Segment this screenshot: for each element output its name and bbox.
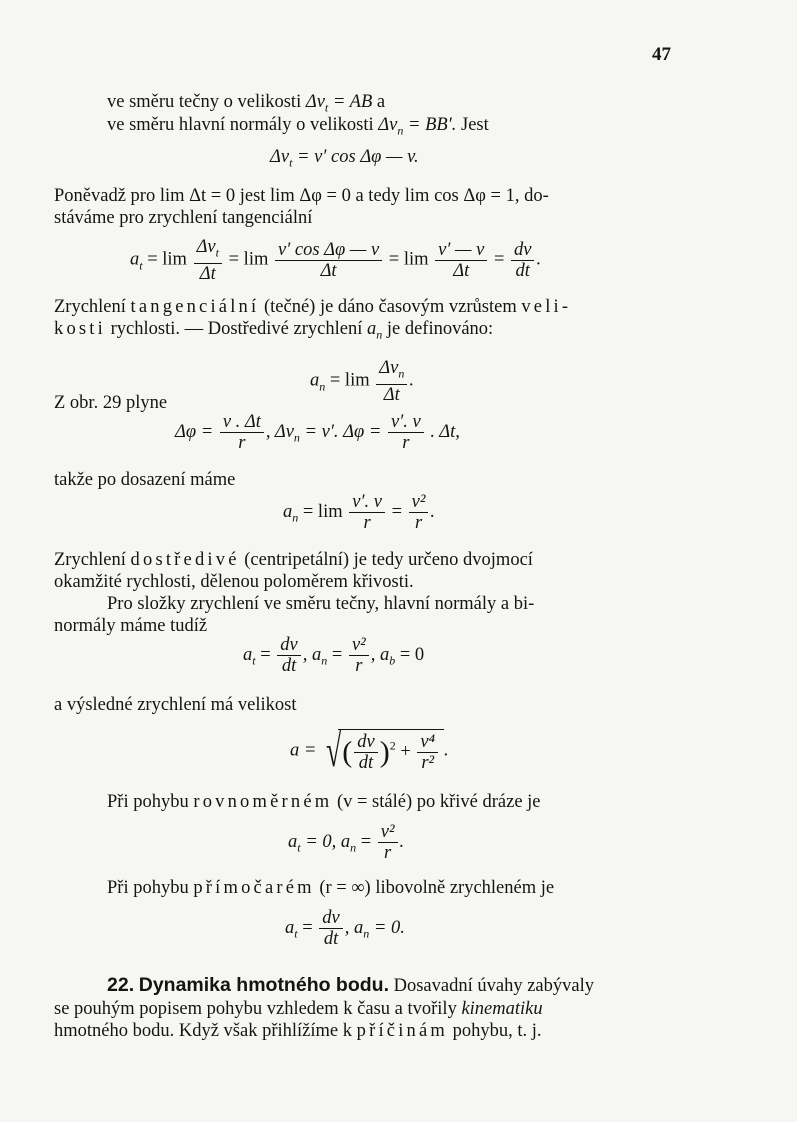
page-number: 47 (652, 44, 671, 65)
text-line-8: kosti rychlosti. — Dostředivé zrychlení $a_n$ je definováno: (54, 319, 494, 342)
fraction: $\frac{v . \Delta t}{r}$ (220, 412, 264, 453)
text-line-4: Poněvadž pro lim Δt = 0 jest lim Δφ = 0 a tedy lim cos Δφ = 1, do- (54, 186, 549, 206)
sqrt-sign: √ (326, 725, 342, 776)
fraction: $\frac{v'. v}{r}$ (349, 492, 385, 533)
fraction: $\frac{dv}{dt}$ (319, 908, 342, 949)
inline-math: $\Delta v_t$ = AB (305, 92, 373, 115)
text-line-14: Zrychlení dostředivé (centripetální) je tedy určeno dvojmocí (54, 550, 533, 570)
fraction: $\frac{\text{v²}}{r}$ (349, 635, 369, 676)
formula-6: $a_t$ = $\frac{dv}{dt}$ , $a_n$ = $\frac{\text{v²}}{r}$ , $a_b = 0$ (243, 635, 425, 676)
line-text: ve směru hlavní normály o velikosti (107, 115, 374, 135)
fraction: $\frac{dv}{dt}$ (511, 240, 534, 281)
radicand: ( $\frac{dv}{dt}$ )$^2$ + $\frac{\text{v⁴}}{\text{r²}}$ (338, 729, 444, 773)
text-line-5: stáváme pro zrychlení tangenciální (54, 208, 313, 228)
fraction: $\frac{dv}{dt}$ (354, 732, 377, 773)
line-text: Jest (461, 115, 489, 135)
fraction: $\frac{\text{v′ cos Δφ — v}}{\Delta t}$ (275, 240, 382, 281)
fraction: $\frac{v'. v}{r}$ (388, 412, 424, 453)
inline-math: $\Delta v_n = BB'$. (378, 115, 457, 138)
text-line-2 (107, 114, 489, 142)
text-line-26: se pouhým popisem pohybu vzhledem k času a tvořily kinematiku (54, 999, 543, 1019)
section-heading-line: 22. Dynamika hmotného bodu. Dosavadní úvahy zabývaly (107, 974, 594, 996)
formula-7: a = √( $\frac{dv}{dt}$ )$^2$ + $\frac{\text{v⁴}}{\text{r²}}$ . (290, 725, 449, 776)
formula-9: $a_t$ = $\frac{dv}{dt}$ , $a_n = 0$. (285, 908, 405, 949)
text-line-15: okamžité rychlosti, dělenou poloměrem křivosti. (54, 572, 414, 592)
fraction: $\frac{v' — v}{\Delta t}$ (435, 240, 487, 281)
text-line-10: Z obr. 29 plyne (54, 393, 168, 413)
line-text: a (376, 92, 386, 112)
formula-5: $a_n = \lim$ $\frac{v'. v}{r}$ = $\frac{\text{v²}}{r}$ . (283, 492, 436, 533)
text-line-21: Při pohybu rovnoměrném (v = stálé) po křivé dráze je (107, 792, 541, 812)
formula-3: $a_n = \lim$ $\frac{\Delta v_n}{\Delta t}$ . (310, 358, 414, 405)
text-line-27: hmotného bodu. Když však přihlížíme k příčinám pohybu, t. j. (54, 1021, 542, 1041)
fraction: $\frac{\text{v²}}{r}$ (378, 822, 398, 863)
formula-8: $a_t = 0$, $a_n$ = $\frac{\text{v²}}{r}$ . (288, 822, 405, 863)
line-text: ve směru tečny o velikosti (107, 92, 302, 112)
fraction: $\frac{\text{v⁴}}{\text{r²}}$ (417, 732, 438, 773)
text-line-19: a výsledné zrychlení má velikost (54, 695, 297, 715)
text-line-23: Při pohybu přímočarém (r = ∞) libovolně zrychleném je (107, 878, 555, 898)
fraction: $\frac{dv}{dt}$ (277, 635, 300, 676)
text-line-17: normály máme tudíž (54, 616, 208, 636)
text-line-7: Zrychlení tangenciální (tečné) je dáno časovým vzrůstem veli- (54, 297, 572, 317)
section-title: Dynamika hmotného bodu. (138, 974, 389, 996)
fraction: $\frac{\text{v²}}{r}$ (409, 492, 429, 533)
formula-1: $\Delta v_t = v'$ cos Δφ — v. (270, 147, 419, 170)
text-line-16: Pro složky zrychlení ve směru tečny, hlavní normály a bi- (107, 594, 535, 614)
section-number: 22. (107, 974, 135, 996)
fraction: $\frac{\Delta v_t}{\Delta t}$ (194, 237, 222, 284)
formula-2: $a_t = \lim$ $\frac{\Delta v_t}{\Delta t}$ = lim $\frac{\text{v′ cos Δφ — v}}{\Delta t}$ = lim $\frac{v' — v}{\Delta t}$ = $\frac{dv}{dt}$ . (130, 237, 542, 284)
text-line-12: takže po dosazení máme (54, 470, 236, 490)
fraction: $\frac{\Delta v_n}{\Delta t}$ (376, 358, 407, 405)
formula-4: Δφ = $\frac{v . \Delta t}{r}$ , $\Delta v_n = v'$. Δφ = $\frac{v'. v}{r}$ . Δt, (175, 412, 460, 453)
